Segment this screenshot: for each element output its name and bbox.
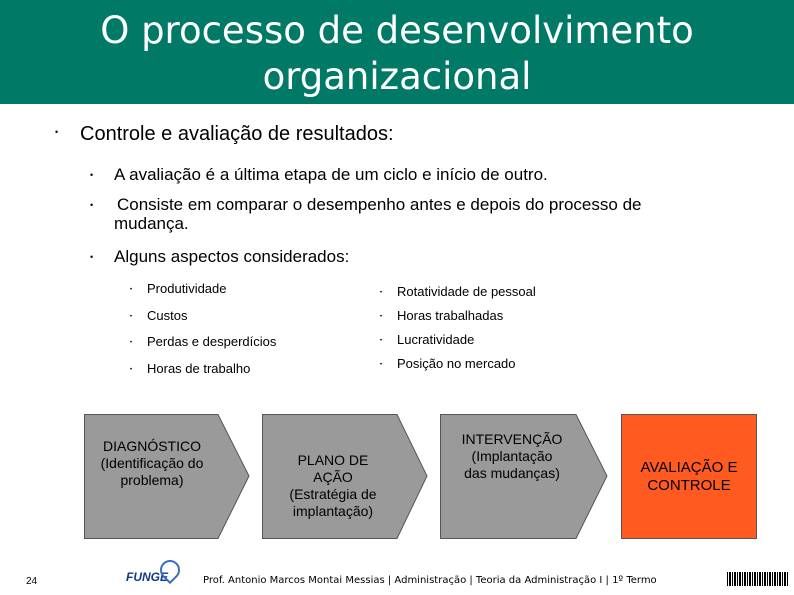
footer-text: Prof. Antonio Marcos Montai Messias | Administração | Teoria da Administração I | 1º Termo [203, 575, 657, 586]
point-2-cont: mudança. [114, 214, 189, 233]
step-label: PLANO DE AÇÃO (Estratégia de implantação) [289, 452, 377, 519]
point-1: A avaliação é a última etapa de um ciclo e início de outro. [114, 165, 548, 184]
process-step-intervencao [440, 414, 608, 539]
point-2: Consiste em comparar o desempenho antes e depois do processo de [117, 195, 642, 214]
process-step-diagnostico [84, 414, 250, 539]
process-step-avaliacao [621, 414, 757, 539]
bullet-icon: • [380, 362, 383, 368]
bullet-icon: • [380, 290, 383, 296]
aspect-right-4: Posição no mercado [397, 356, 516, 371]
bullet-icon: • [380, 314, 383, 320]
bullet-icon: • [130, 314, 133, 320]
bullet-icon: • [130, 287, 133, 293]
bullet-icon: • [130, 367, 133, 373]
slide-title [0, 8, 794, 100]
bullet-icon: • [90, 200, 94, 210]
step-label: DIAGNÓSTICO (Identificação do problema) [100, 437, 204, 488]
aspect-left-2: Custos [147, 308, 188, 323]
step-label: AVALIAÇÃO E CONTROLE [640, 459, 738, 494]
section-heading: Controle e avaliação de resultados: [80, 123, 394, 145]
bullet-icon: • [90, 252, 94, 262]
bullet-icon: • [130, 340, 133, 346]
bullet-icon: • [90, 170, 94, 180]
aspect-right-2: Horas trabalhadas [397, 308, 504, 323]
bullet-icon: • [380, 338, 383, 344]
process-step-plano [262, 414, 428, 539]
bullet-icon: • [55, 127, 59, 137]
aspect-right-1: Rotatividade de pessoal [397, 284, 536, 299]
step-label: INTERVENÇÃO (Implantação das mudanças) [461, 430, 563, 481]
slide-title-line1: O processo de desenvolvimento [100, 9, 694, 52]
barcode-icon [727, 572, 789, 586]
aspect-right-3: Lucratividade [397, 332, 475, 347]
point-3: Alguns aspectos considerados: [114, 247, 350, 266]
aspect-left-3: Perdas e desperdícios [147, 334, 277, 349]
slide-title-line2: organizacional [262, 55, 532, 98]
slide-number: 24 [26, 576, 38, 587]
funge-logo: FUNGE [126, 570, 168, 584]
aspect-left-4: Horas de trabalho [147, 361, 251, 376]
aspect-left-1: Produtividade [147, 281, 227, 296]
